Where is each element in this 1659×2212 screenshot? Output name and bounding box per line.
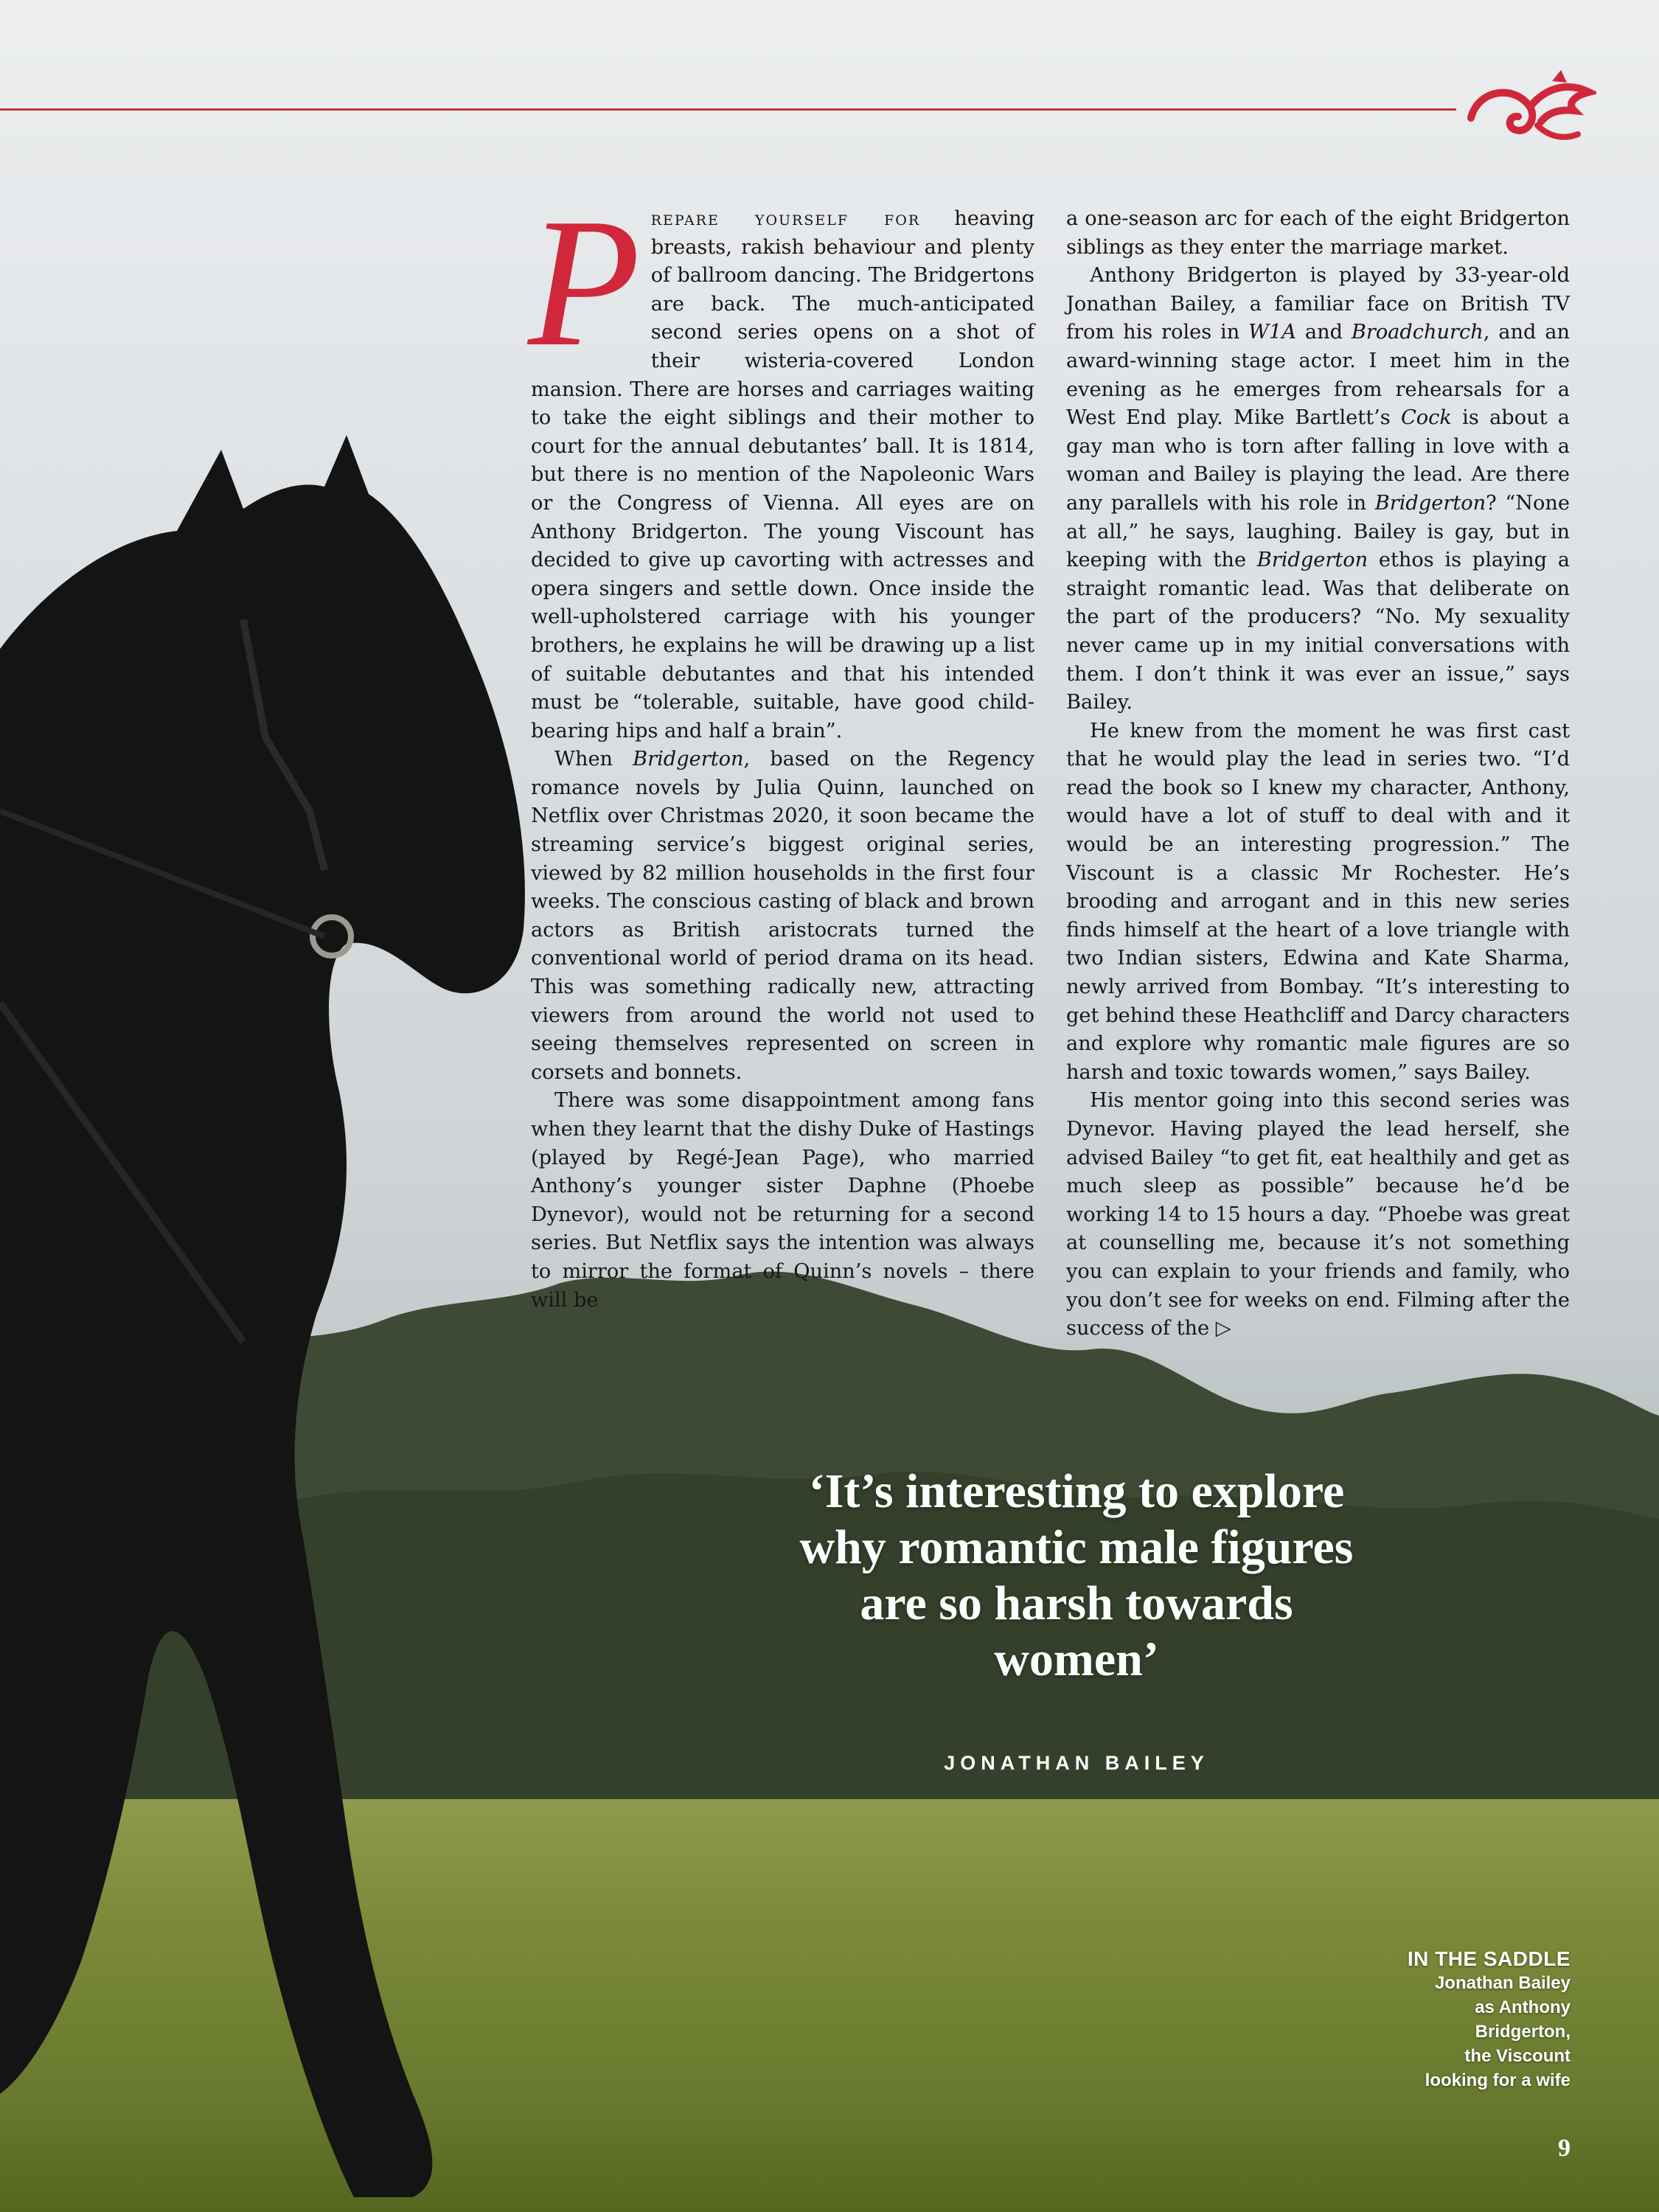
lead-in-smallcaps: repare yourself for (650, 207, 921, 230)
italic-title: Bridgerton (633, 748, 744, 771)
caption-line: the Viscount (1464, 2046, 1571, 2066)
caption-line: Bridgerton, (1475, 2022, 1571, 2042)
pull-quote: ‘It’s interesting to explore why romantic male figures are so harsh towards women’ (799, 1464, 1354, 1686)
header-rule (0, 108, 1456, 111)
article-paragraph: There was some disappointment among fans when they learnt that the dishy Duke of Hastings (played by Regé-Jean Page), who married Anthony’s younger sister Daphne (Phoebe Dynevor), would not be returning for a second series. But Netflix says the intention was always to mirror the format of Quinn’s novels – there will be (531, 1089, 1034, 1312)
article-paragraph: When Bridgerton, based on the Regency romance novels by Julia Quinn, launched on Netflix over Christmas 2020, it soon became the streaming service’s biggest original series, viewed by 82 million households in the first four weeks. The conscious casting of black and brown actors as British aristocrats turned the conventional world of period drama on its head. This was something radically new, attracting viewers from around the world not used to seeing themselves represented on screen in corsets and bonnets. (531, 748, 1034, 1084)
photo-caption (1312, 1947, 1571, 2093)
article-paragraph: His mentor going into this second series was Dynevor. Having played the lead herself, she advised Bailey “to get fit, eat healthily and get as much sleep as possible” because he’d be working 14 to 15 hours a day. “Phoebe was great at counselling me, because it’s not something you can explain to your friends and family, who you don’t see for weeks on end. Filming after the success of the ▷ (1066, 1089, 1570, 1340)
article-paragraph: a one-season arc for each of the eight Bridgerton siblings as they enter the marriage market. (1066, 207, 1570, 259)
article-paragraph: Anthony Bridgerton is played by 33-year-old Jonathan Bailey, a familiar face on British TV from his roles in W1A and Broadchurch, and an award-winning stage actor. I meet him in the evening as he emerges from rehearsals for a West End play. Mike Bartlett’s Cock is about a gay man who is torn after falling in love with a woman and Bailey is playing the lead. Are there any parallels with his role in Bridgerton? “None at all,” he says, laughing. Bailey is gay, but in keeping with the Bridgerton ethos is playing a straight romantic lead. Was that deliberate on the part of the producers? “No. My sexuality never came up in my initial conversations with them. I don’t think it was ever an issue,” says Bailey. (1066, 264, 1570, 714)
article-column-2 (1066, 205, 1570, 1343)
article-column-1 (528, 181, 1034, 1315)
paragraph-text: heaving breasts, rakish behaviour and plenty of ballroom dancing. The Bridgertons are back. The much-anticipated second series opens on a shot of their wisteria-covered London mansion. There are horses and carriages waiting to take the eight siblings and their mother to court for the annual debutantes’ ball. It is 1814, but there is no mention of the Napoleonic Wars or the Congress of Vienna. All eyes are on Anthony Bridgerton. The young Viscount has decided to give up cavorting with actresses and opera singers and settle down. Once inside the well-upholstered carriage with his younger brothers, he explains he will be drawing up a list of suitable debutantes and that his intended must be “tolerable, suitable, have good child-bearing hips and half a brain”. (531, 207, 1034, 742)
caption-heading: IN THE SADDLE (1407, 1947, 1571, 1970)
article-paragraph: He knew from the moment he was first cast that he would play the lead in series two. “I’d read the book so I knew my character, Anthony, would have a lot of stuff to deal with and it would be an interesting progression.” The Viscount is a classic Mr Rochester. He’s brooding and arrogant and in this new series finds himself at the heart of a love triangle with two Indian sisters, Edwina and Kate Sharma, newly arrived from Bombay. “It’s interesting to get behind these Heathcliff and Darcy characters and explore why romantic male figures are so harsh and toxic towards women,” says Bailey. (1066, 719, 1570, 1084)
black-horse-image (0, 428, 560, 2212)
article-paragraph (528, 181, 1034, 745)
drop-cap: P (528, 181, 641, 385)
caption-line: as Anthony (1475, 1997, 1571, 2017)
caption-line: Jonathan Bailey (1434, 1973, 1571, 1993)
page-number: 9 (1558, 2135, 1571, 2162)
pull-quote-attribution: JONATHAN BAILEY (944, 1752, 1209, 1774)
caption-line: looking for a wife (1425, 2070, 1571, 2090)
flourish-ornament-icon (1464, 66, 1596, 155)
